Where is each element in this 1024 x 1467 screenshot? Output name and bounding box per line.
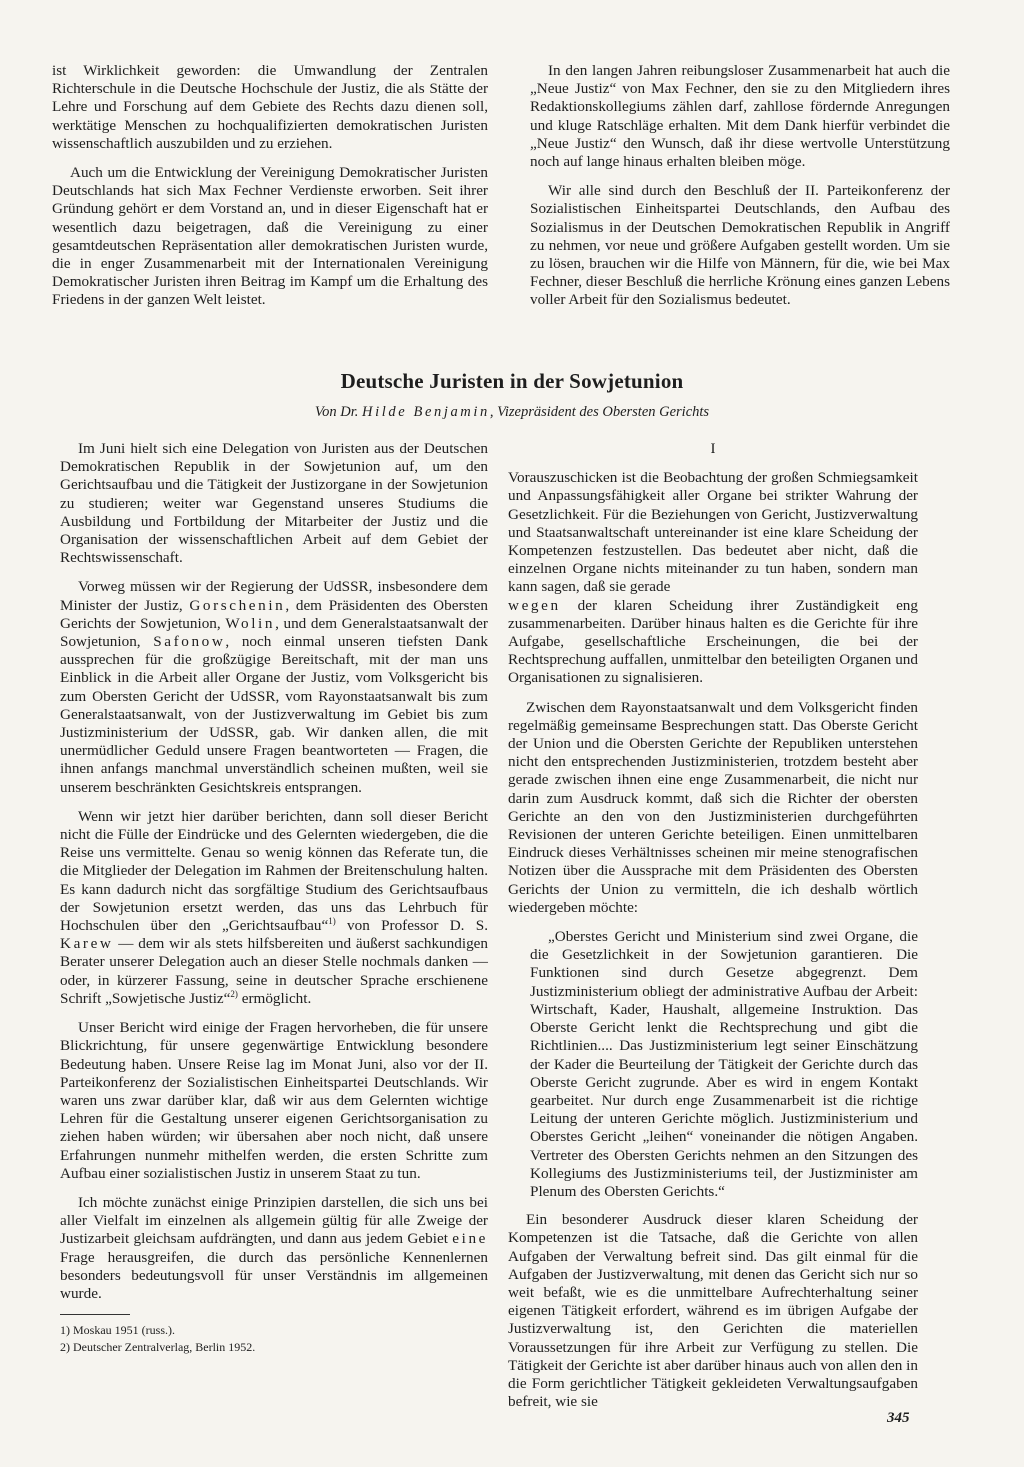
text: Vorauszuschicken ist die Beobachtung der großen Schmiegsamkeit und Anpassungsfähigkeit aller Organe bei strikter Wahrung der Gesetzlichkeit. Für die Beziehungen von Gericht, Justizverwaltung und Staatsanwaltschaft untereinander ist eine klare Scheidung der Kompetenzen festzustellen. Das bedeutet aber nicht, daß die einzelnen Organe nichts miteinander zu tun haben, sondern man kann sagen, daß sie gerade [508,469,918,596]
continuation-column-left [52,62,488,321]
article-title: Deutsche Juristen in der Sowjetunion [340,369,684,393]
section-number: I [710,441,716,457]
text: ermöglicht. [237,989,312,1007]
byline-suffix: , Vizepräsident des Obersten Gerichts [489,404,710,420]
text: , dem Präsidenten des Obersten Gerichts der Sowjetunion, [60,596,489,632]
paragraph: Im Juni hielt sich eine Delegation von Juristen aus der Deutschen Demokratischen Republik in der Sowjetunion auf, um den Gerichtsaufbau und die Tätigkeit der Justizorgane in der Sowjetunion zu studieren; weiter war Gegenstand unseres Studiums die Ausbildung und Fortbildung der Mitarbeiter der Justiz und die Organisation der wissenschaftlichen Arbeit auf dem Gebiet der Rechtswissenschaft. [60,440,488,567]
person-name: Safonow [153,633,226,651]
paragraph: Wir alle sind durch den Beschluß der II. Parteikonferenz der Sozialistischen Einheitspartei Deutschlands, den Aufbau des Sozialismus in der Deutschen Demokratischen Republik in Angriff zu nehmen, vor neue und größere Aufgaben gestellt worden. Um sie zu lösen, brauchen wir die Hilfe von Männern, für die, wie bei Max Fechner, dieser Beschluß die herrliche Krönung eines ganzen Lebens voller Arbeit für den Sozialismus bedeutet. [530,182,950,309]
article-byline [0,404,1024,421]
footnote-ref: 2) [230,988,238,999]
paragraph: ist Wirklichkeit geworden: die Umwandlung der Zentralen Richterschule in die Deutsche Hochschule der Justiz, die als Stätte der Lehre und Forschung auf dem Gebiete des Rechts dazu dienen soll, werktätige Menschen zu hochqualifizierten demokratischen Juristen wissenschaftlich auszubilden und zu erziehen. [52,62,488,152]
paragraph: Zwischen dem Rayonstaatsanwalt und dem Volksgericht finden regelmäßig gemeinsame Besprechungen statt. Das Oberste Gericht der Union und die Obersten Gerichte der Republiken unterstehen nicht den entsprechenden Justizministerien, trotzdem besteht aber gerade zwischen ihnen eine enge Zusammenarbeit, die nicht nur darin zum Ausdruck kommt, daß sich die Richter der obersten Gerichte an den von den Justizministerien durchgeführten Revisionen der unteren Gerichte beteiligen. Einen unmittelbaren Eindruck dieses Verhältnisses scheinen mir meine stenografischen Notizen über die Aussprache mit dem Präsidenten des Obersten Gerichts der Union zu vermitteln, die ich deshalb wörtlich wiedergeben möchte: [508,698,918,916]
paragraph: Auch um die Entwicklung der Vereinigung Demokratischer Juristen Deutschlands hat sich Max Fechner Verdienste erworben. Seit ihrer Gründung gehört er dem Vorstand an, und in dieser Eigenschaft hat er wesentlich dazu beigetragen, daß die Vereinigung zu einer gesamtdeutschen Repräsentation aller demokratischen Juristen wurde, die in enger Zusammenarbeit mit der Internationalen Vereinigung Demokratischer Juristen ihren Beitrag im Kampf um die Erhaltung des Friedens in der ganzen Welt leistet. [52,164,488,309]
paragraph [60,1194,488,1303]
text: , und dem Generalstaatsanwalt der Sowjetunion, [60,614,488,651]
person-name: Karew [60,935,114,953]
text: Frage herausgreifen, die durch das persönliche Kennenlernen besonders bedeutungsvoll für unser Verständnis im allgemeinen wurde. [60,1248,488,1302]
text: Ich möchte zunächst einige Prinzipien darstellen, die sich uns bei aller Vielfalt im einzelnen als allgemein gültig für alle Zweige der Justizarbeit gleichsam aufdrängten, und dann aus jedem Gebiet [60,1193,488,1248]
footnote-ref: 1) [328,916,336,927]
paragraph: Ein besonderer Ausdruck dieser klaren Scheidung der Kompetenzen ist die Tatsache, daß die Gerichte von allen Aufgaben der Verwaltung befreit sind. Das gilt einmal für die Aufgaben der Justizverwaltung, mit denen das Gericht sich nur so weit befaßt, wie es die unmittelbare Aufrechterhaltung seiner eigenen Tätigkeit erfordert, während es im übrigen Aufgabe der Justizverwaltung ist, den Gerichten die materiellen Voraussetzungen für ihre Arbeit zur Verfügung zu stellen. Die Tätigkeit der Gerichte ist aber darüber hinaus auch von allen den in die Form gerichtlicher Tätigkeit gekleideten Verwaltungsaufgaben befreit, wie sie [508,1211,918,1411]
person-name: Gorschenin [189,596,286,614]
text: — dem wir als stets hilfsbereiten und äußerst sachkundigen Berater unserer Delegation auch an dieser Stelle nochmals danken — oder, in kürzerer Fassung, seine in deutscher Sprache erschienene Schrift „Sowjetische Justiz“ [60,935,488,1007]
person-name: Wolin [225,614,276,632]
text: der klaren Scheidung ihrer Zuständigkeit eng zusammenarbeiten. Darüber hinaus halten es die Gerichte für ihre Aufgabe, gesellschaftliche Erscheinungen, die bei der Rechtsprechung auffallen, unmittelbar den beteiligten Organen und Organisationen zu signalisieren. [508,596,918,687]
paragraph: Unser Bericht wird einige der Fragen hervorheben, die für unsere Blickrichtung, für unsere gegenwärtige Entwicklung besondere Bedeutung haben. Unsere Reise lag im Monat Juni, also vor der II. Parteikonferenz der Sozialistischen Einheitspartei Deutschlands. Wir waren uns zwar darüber klar, daß wir aus dem Gelernten wichtige Lehren für die Gestaltung unserer eigenen Gerichtsorganisation zu ziehen haben würden; wir übersahen aber noch nicht, daß unsere Erfahrungen nunmehr mithelfen werden, die ersten Schritte zum Aufbau einer sozialistischen Justiz in unserem Staat zu tun. [60,1019,488,1182]
text: von Professor D. S. [335,917,488,935]
paragraph [508,469,918,687]
footnote: 2) Deutscher Zentralverlag, Berlin 1952. [60,1340,256,1355]
emphasis: wegen [508,596,561,614]
article-column-right [508,440,918,1422]
paragraph [60,578,488,796]
footnotes [60,1323,488,1355]
text: , noch einmal unseren tiefsten Dank aussprechen für die großzügige Bereitschaft, mit der man uns Einblick in die Arbeit aller Organe der Justiz, vom Volksgericht bis zum Obersten Gericht der UdSSR, vom Rayonstaatsanwalt bis zum Generalstaatsanwalt, von der Justizverwaltung im Gebiet bis zum Justizministerium der UdSSR, gab. Wir danken allen, die mit unermüdlicher Geduld unsere Fragen beantworteten — Fragen, die ihnen anfangs manchmal unverständlich scheinen mußten, weil sie unserem beschränkten Gesichtskreis entsprangen. [60,633,488,796]
block-quote: „Oberstes Gericht und Ministerium sind zwei Organe, die die Gesetzlichkeit in der Sowjetunion garantieren. Die Funktionen sind durch Gesetze abgegrenzt. Dem Justizministerium obliegt der administrative Aufbau der Arbeit: Wirtschaft, Kader, Haushalt, allgemeine Instruktion. Das Oberste Gericht lenkt die Rechtsprechung und gibt die Richtlinien.... Das Justizministerium legt seiner Einschätzung der Kader die Beurteilung der Tätigkeit der Gerichte durch das Oberste Gericht zugrunde. Aber es wird in engem Kontakt gearbeitet. Nur durch enge Zusammenarbeit ist die richtige Leitung der unteren Gerichte möglich. Justizministerium und Oberstes Gericht „leihen“ voneinander die nötigen Angaben. Vertreter des Obersten Gerichts nehmen an den Sitzungen des Kollegiums des Justizministeriums teil, der Justizminister am Plenum des Obersten Gerichts.“ [530,928,918,1200]
emphasis: eine [452,1230,488,1248]
text: Vorweg müssen wir der Regierung der UdSSR, insbesondere dem Minister der Justiz, [60,578,488,614]
author-name: Hilde Benjamin [362,404,490,420]
paragraph [60,808,488,1008]
continuation-column-right [530,62,950,321]
article-column-left [60,440,488,1357]
page-number: 345 [887,1410,910,1426]
footnote: 1) Moskau 1951 (russ.). [60,1323,175,1338]
byline-prefix: Von Dr. [314,404,363,420]
text: Wenn wir jetzt hier darüber berichten, dann soll dieser Bericht nicht die Fülle der Eindrücke und des Gelernten wiedergeben, die die Reise uns vermittelte. Genau so wenig können das Referate tun, die die Mitglieder der Delegation im Rahmen der Breitenschulung halten. Es kann dadurch nicht das sorgfältige Studium des Gerichtsaufbaus der Sowjetunion ersetzt werden, das uns das Lehrbuch für Hochschulen über den „Gerichtsaufbau“ [60,807,488,935]
footnote-divider [60,1314,130,1315]
paragraph: In den langen Jahren reibungsloser Zusammenarbeit hat auch die „Neue Justiz“ von Max Fechner, den sie zu den Mitgliedern ihres Redaktionskollegiums zählen darf, zahllose fördernde Anregungen und kluge Ratschläge erhalten. Mit dem Dank hierfür verbindet die „Neue Justiz“ den Wunsch, daß ihr diese wertvolle Unterstützung noch auf lange hinaus erhalten bleiben möge. [530,62,950,171]
